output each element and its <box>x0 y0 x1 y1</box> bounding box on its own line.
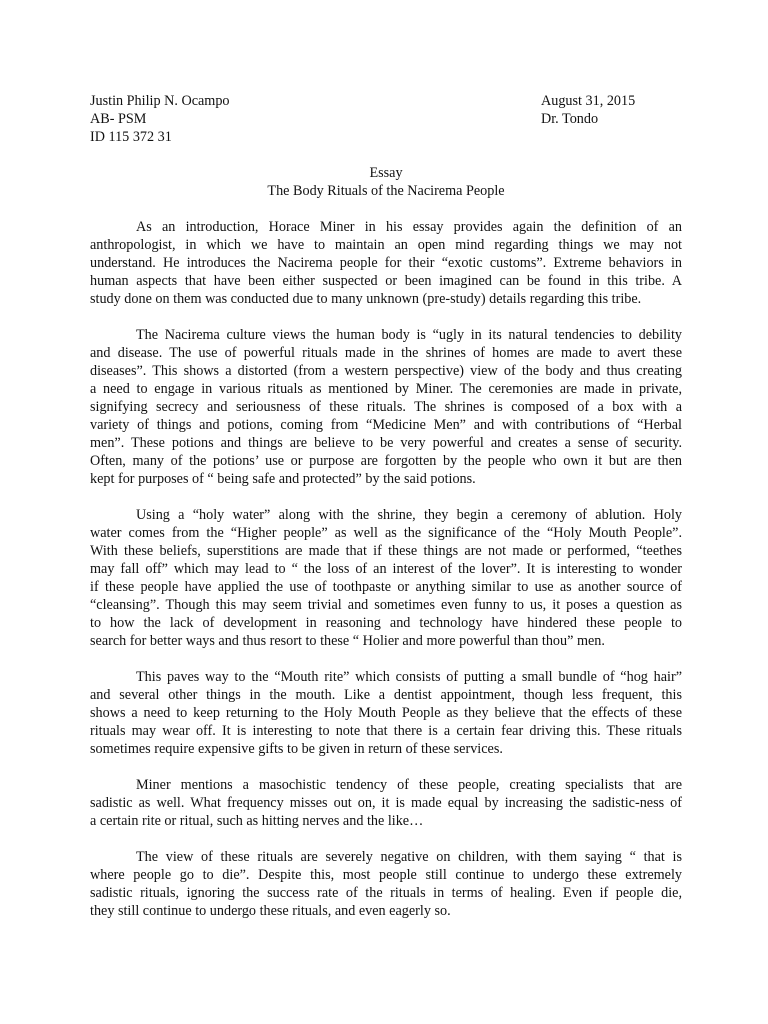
paragraph-line: Miner mentions a masochistic tendency of these people, creating specialists that are <box>136 777 682 793</box>
essay-title: The Body Rituals of the Nacirema People <box>267 183 505 199</box>
paragraph-line: rituals may wear off. It is interesting to note that there is a certain fear driving this. These rituals <box>90 723 682 739</box>
paragraph-line: The Nacirema culture views the human body is “ugly in its natural tendencies to debility <box>136 327 682 343</box>
essay-body <box>90 218 682 920</box>
essay-label: Essay <box>369 165 403 181</box>
paragraph-line: shows a need to keep returning to the Holy Mouth People as they believe that the effects of these <box>90 705 682 721</box>
document-page <box>90 92 682 938</box>
essay-date: August 31, 2015 <box>541 93 636 109</box>
author-id: ID 115 372 31 <box>90 129 172 145</box>
paragraph-line: Often, many of the potions’ use or purpose are forgotten by the people who own it but are then <box>90 453 682 469</box>
paragraph-line: This paves way to the “Mouth rite” which consists of putting a small bundle of “hog hair” <box>136 669 682 685</box>
essay-paragraph <box>90 776 682 830</box>
paragraph-line: “cleansing”. Though this may seem trivial and sometimes even funny to us, it poses a question as <box>90 597 682 613</box>
paragraph-line: study done on them was conducted due to many unknown (pre-study) details regarding this tribe. <box>90 291 642 307</box>
instructor-name: Dr. Tondo <box>541 111 599 127</box>
paragraph-line: With these beliefs, superstitions are made that if these things are not made or performed, “teethes <box>90 543 682 559</box>
paragraph-line: diseases”. This shows a distorted (from a western perspective) view of the body and thus creating <box>90 363 682 379</box>
author-name: Justin Philip N. Ocampo <box>90 93 230 109</box>
essay-paragraph <box>90 506 682 650</box>
paragraph-line: to how the lack of development in reasoning and technology have hindered these people to <box>90 615 682 631</box>
paragraph-line: water comes from the “Higher people” as well as the significance of the “Holy Mouth People”. <box>90 525 682 541</box>
paragraph-line: sadistic rituals, ignoring the success rate of the rituals in terms of healing. Even if people die, <box>90 885 682 901</box>
header-blank <box>541 128 682 146</box>
paragraph-line: if these people have applied the use of toothpaste or anything similar to use as another source of <box>90 579 682 595</box>
paragraph-line: understand. He introduces the Nacirema people for their “exotic customs”. Extreme behaviors in <box>90 255 682 271</box>
paragraph-line: The view of these rituals are severely negative on children, with them saying “ that is <box>136 849 682 865</box>
paragraph-line: sometimes require expensive gifts to be given in return of these services. <box>90 741 503 757</box>
paragraph-line: kept for purposes of “ being safe and protected” by the said potions. <box>90 471 476 487</box>
paragraph-line: a certain rite or ritual, such as hitting nerves and the like… <box>90 813 424 829</box>
author-header <box>90 92 682 146</box>
paragraph-line: they still continue to undergo these rituals, and even eagerly so. <box>90 903 451 919</box>
paragraph-line: and disease. The use of powerful rituals made in the shrines of homes are made to avert these <box>90 345 682 361</box>
header-row <box>90 110 682 128</box>
paragraph-line: variety of things and potions, coming from “Medicine Men” and with contributions of “Herbal <box>90 417 682 433</box>
paragraph-line: Using a “holy water” along with the shrine, they begin a ceremony of ablution. Holy <box>136 507 682 523</box>
header-row <box>90 92 682 110</box>
essay-paragraph <box>90 848 682 920</box>
paragraph-line: sadistic as well. What frequency misses out on, it is made equal by increasing the sadistic-ness of <box>90 795 682 811</box>
header-row <box>90 128 682 146</box>
paragraph-line: search for better ways and thus resort to these “ Holier and more powerful than thou” men. <box>90 633 605 649</box>
paragraph-line: anthropologist, in which we have to maintain an open mind regarding things we may not <box>90 237 682 253</box>
essay-paragraph <box>90 668 682 758</box>
essay-paragraph <box>90 326 682 488</box>
paragraph-line: a need to engage in various rituals as mentioned by Miner. The ceremonies are made in private, <box>90 381 682 397</box>
paragraph-line: human aspects that have been either suspected or been imagined can be found in this tribe. A <box>90 273 682 289</box>
title-block <box>90 164 682 200</box>
paragraph-line: may fall off” which may lead to “ the loss of an interest of the lover”. It is interesting to wonder <box>90 561 682 577</box>
paragraph-line: and several other things in the mouth. Like a dentist appointment, though less frequent, this <box>90 687 682 703</box>
paragraph-line: As an introduction, Horace Miner in his essay provides again the definition of an <box>136 219 682 235</box>
essay-paragraph <box>90 218 682 308</box>
paragraph-line: signifying secrecy and seriousness of these rituals. The shrines is composed of a box with a <box>90 399 682 415</box>
paragraph-line: where people go to die”. Despite this, most people still continue to undergo these extremely <box>90 867 682 883</box>
author-course: AB- PSM <box>90 111 147 127</box>
paragraph-line: men”. These potions and things are believe to be very powerful and creates a sense of security. <box>90 435 682 451</box>
